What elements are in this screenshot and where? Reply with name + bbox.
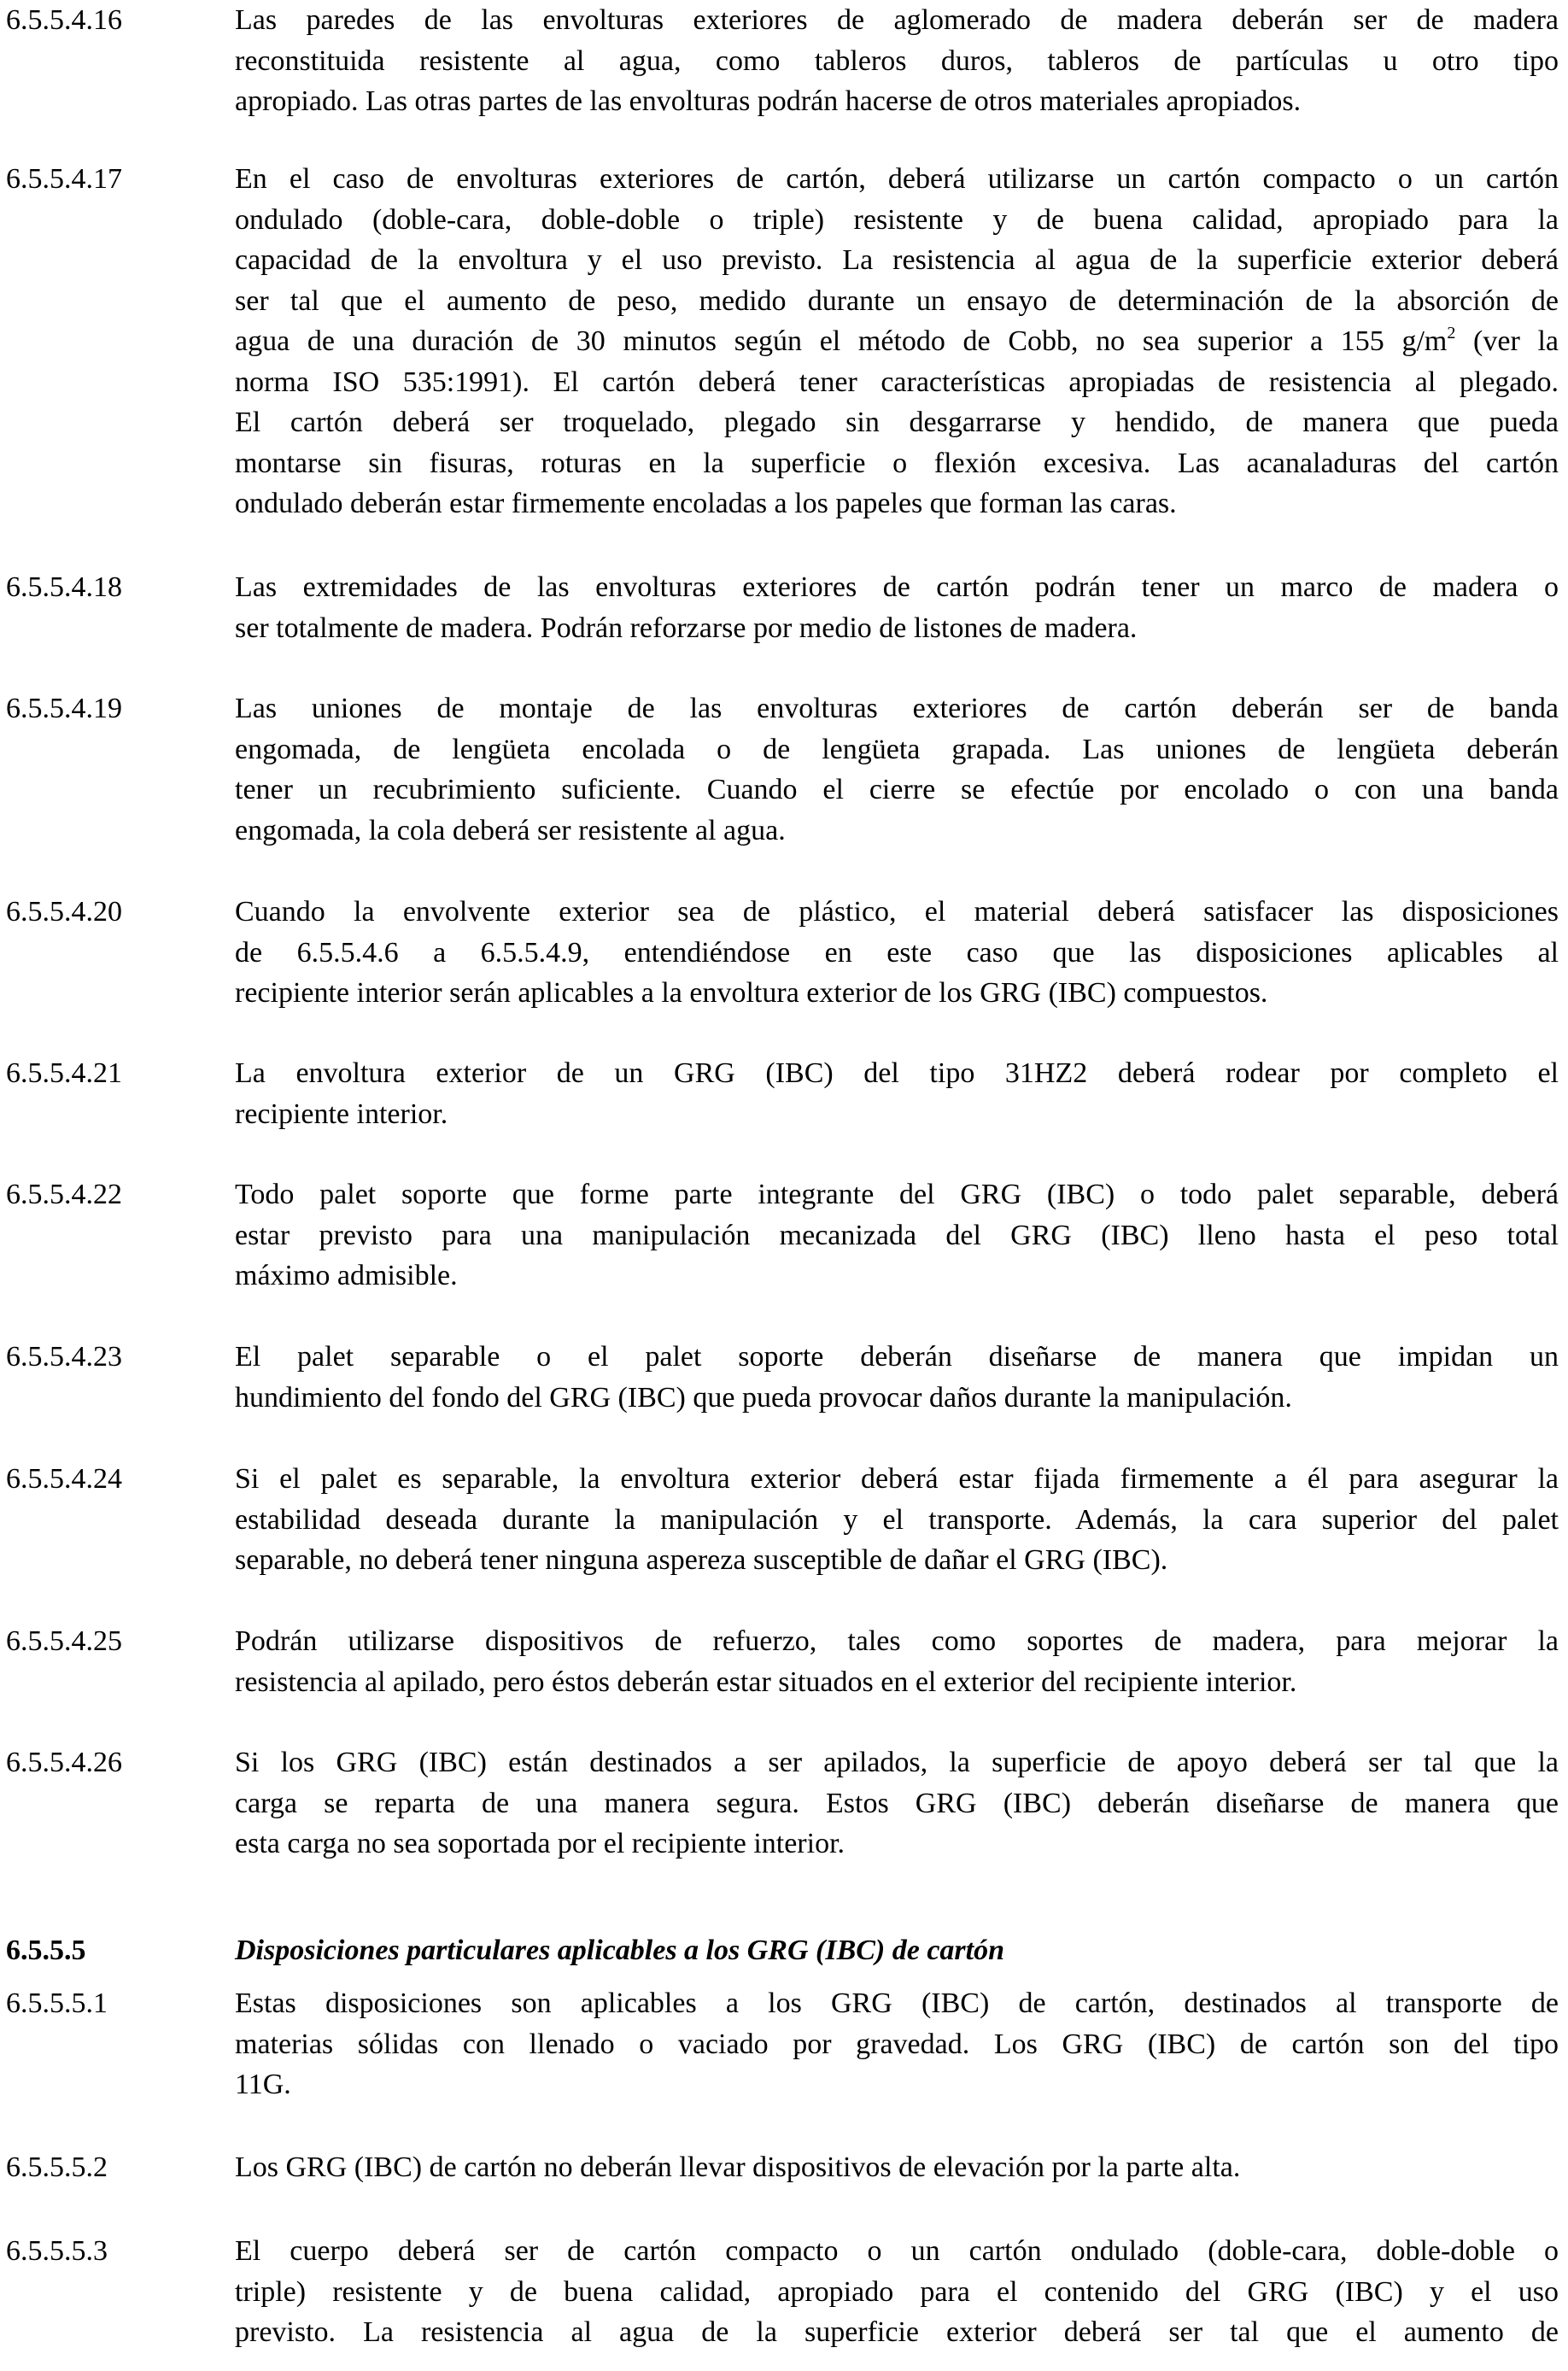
paragraph-number: 6.5.5.4.17 — [6, 163, 122, 195]
paragraph-text — [235, 2231, 1559, 2353]
text-line: El cuerpo deberá ser de cartón compacto o un cartón ondulado (doble-cara, doble-doble o — [235, 2235, 1559, 2267]
paragraph-text — [235, 1053, 1559, 1134]
text-line: Las extremidades de las envolturas exteriores de cartón podrán tener un marco de madera o — [235, 571, 1559, 603]
paragraph-text — [235, 1983, 1559, 2105]
paragraph-number: 6.5.5.4.24 — [6, 1463, 122, 1495]
text-line: 11G. — [235, 2069, 291, 2100]
paragraph-text — [235, 567, 1559, 648]
text-line: de 6.5.5.4.6 a 6.5.5.4.9, entendiéndose en este caso que las disposiciones aplicables al — [235, 936, 1559, 969]
text-line: engomada, la cola deberá ser resistente al agua. — [235, 814, 786, 846]
superscript: 2 — [1447, 323, 1456, 342]
text-line: Todo palet soporte que forme parte integrante del GRG (IBC) o todo palet separable, deberá — [235, 1179, 1559, 1210]
text-line: ser totalmente de madera. Podrán reforzarse por medio de listones de madera. — [235, 612, 1138, 644]
text-line: La envoltura exterior de un GRG (IBC) del tipo 31HZ2 deberá rodear por completo el — [235, 1057, 1559, 1089]
paragraph-number: 6.5.5.4.26 — [6, 1747, 122, 1778]
paragraph-number: 6.5.5.4.21 — [6, 1057, 122, 1089]
text-line: ser tal que el aumento de peso, medido durante un ensayo de determinación de la absorción de — [235, 284, 1559, 317]
text-line: agua de una duración de 30 minutos según el método de Cobb, no sea superior a 155 $g/m^2$ (ver la — [235, 323, 1559, 357]
text-line: recipiente interior serán aplicables a la envoltura exterior de los GRG (IBC) compuestos. — [235, 977, 1268, 1009]
text-line: ondulado (doble-cara, doble-doble o triple) resistente y de buena calidad, apropiado para la — [235, 203, 1559, 236]
text-line: esta carga no sea soportada por el recipiente interior. — [235, 1828, 845, 1859]
paragraph-text — [235, 892, 1559, 1014]
text-line: triple) resistente y de buena calidad, apropiado para el contenido del GRG (IBC) y el uso — [235, 2275, 1559, 2308]
text-line: recipiente interior. — [235, 1098, 448, 1130]
paragraph-number: 6.5.5.4.19 — [6, 693, 122, 724]
paragraph-text — [235, 159, 1559, 524]
paragraph-number: 6.5.5.5.3 — [6, 2235, 108, 2267]
paragraph-number: 6.5.5.5 — [6, 1935, 86, 1966]
text-line: montarse sin fisuras, roturas en la superficie o flexión excesiva. Las acanaladuras del cartón — [235, 447, 1559, 479]
text-line: El palet separable o el palet soporte deberán diseñarse de manera que impidan un — [235, 1341, 1559, 1373]
text-line: Estas disposiciones son aplicables a los GRG (IBC) de cartón, destinados al transporte de — [235, 1988, 1559, 2019]
paragraph-number: 6.5.5.5.2 — [6, 2151, 108, 2183]
text-line: Las uniones de montaje de las envolturas exteriores de cartón deberán ser de banda — [235, 693, 1559, 724]
section-title — [235, 1930, 1559, 1971]
text-line: norma ISO 535:1991). El cartón deberá tener características apropiadas de resistencia al plegado. — [235, 366, 1559, 398]
text-line: Podrán utilizarse dispositivos de refuerzo, tales como soportes de madera, para mejorar la — [235, 1625, 1559, 1657]
text-line: carga se reparta de una manera segura. Estos GRG (IBC) deberán diseñarse de manera que — [235, 1787, 1559, 1819]
text-line: resistencia al apilado, pero éstos deberán estar situados en el exterior del recipiente interior. — [235, 1666, 1297, 1698]
text-line: engomada, de lengüeta encolada o de lengüeta grapada. Las uniones de lengüeta deberán — [235, 733, 1559, 765]
paragraph-number: 6.5.5.4.18 — [6, 571, 122, 603]
text-line: hundimiento del fondo del GRG (IBC) que pueda provocar daños durante la manipulación. — [235, 1381, 1292, 1414]
text-line: separable, no deberá tener ninguna aspereza susceptible de dañar el GRG (IBC). — [235, 1544, 1168, 1576]
paragraph-text — [235, 1459, 1559, 1581]
text-line: previsto. La resistencia al agua de la superficie exterior deberá ser tal que el aumento de — [235, 2316, 1559, 2348]
text-line: apropiado. Las otras partes de las envolturas podrán hacerse de otros materiales apropiados. — [235, 85, 1302, 117]
text-line: Si el palet es separable, la envoltura exterior deberá estar fijada firmemente a él para asegurar la — [235, 1463, 1559, 1495]
text-line: reconstituida resistente al agua, como tableros duros, tableros de partículas u otro tipo — [235, 44, 1559, 77]
paragraph-number: 6.5.5.4.22 — [6, 1179, 122, 1210]
paragraph-text — [235, 1742, 1559, 1865]
text-line: ondulado deberán estar firmemente encoladas a los papeles que forman las caras. — [235, 488, 1177, 519]
text-line: Si los GRG (IBC) están destinados a ser apilados, la superficie de apoyo deberá ser tal que la — [235, 1747, 1559, 1778]
text-line: materias sólidas con llenado o vaciado por gravedad. Los GRG (IBC) de cartón son del tipo — [235, 2028, 1559, 2060]
text-line: El cartón deberá ser troquelado, plegado sin desgarrarse y hendido, de manera que pueda — [235, 407, 1559, 438]
text-line: máximo admisible. — [235, 1260, 458, 1291]
text-line: tener un recubrimiento suficiente. Cuando el cierre se efectúe por encolado o con una banda — [235, 774, 1559, 805]
paragraph-number: 6.5.5.4.25 — [6, 1625, 122, 1657]
paragraph-text — [235, 1337, 1559, 1418]
text-line: estabilidad deseada durante la manipulación y el transporte. Además, la cara superior del palet — [235, 1503, 1559, 1536]
text-line: Disposiciones particulares aplicables a los GRG (IBC) de cartón — [235, 1935, 1005, 1966]
text-line: Cuando la envolvente exterior sea de plástico, el material deberá satisfacer las disposiciones — [235, 896, 1559, 928]
text-line: estar previsto para una manipulación mecanizada del GRG (IBC) lleno hasta el peso total — [235, 1219, 1559, 1251]
paragraph-text — [235, 2147, 1559, 2188]
text-line: Los GRG (IBC) de cartón no deberán llevar dispositivos de elevación por la parte alta. — [235, 2151, 1241, 2183]
paragraph-number: 6.5.5.4.23 — [6, 1341, 122, 1373]
text-line: capacidad de la envoltura y el uso previsto. La resistencia al agua de la superficie exterior deberá — [235, 244, 1559, 276]
paragraph-text — [235, 688, 1559, 851]
paragraph-text — [235, 0, 1559, 122]
text-line: En el caso de envolturas exteriores de cartón, deberá utilizarse un cartón compacto o un cartón — [235, 163, 1559, 195]
paragraph-text — [235, 1621, 1559, 1702]
paragraph-number: 6.5.5.5.1 — [6, 1988, 108, 2019]
paragraph-text — [235, 1174, 1559, 1297]
paragraph-number: 6.5.5.4.20 — [6, 896, 122, 928]
text-line: Las paredes de las envolturas exteriores de aglomerado de madera deberán ser de madera — [235, 4, 1559, 36]
paragraph-number: 6.5.5.4.16 — [6, 4, 122, 36]
